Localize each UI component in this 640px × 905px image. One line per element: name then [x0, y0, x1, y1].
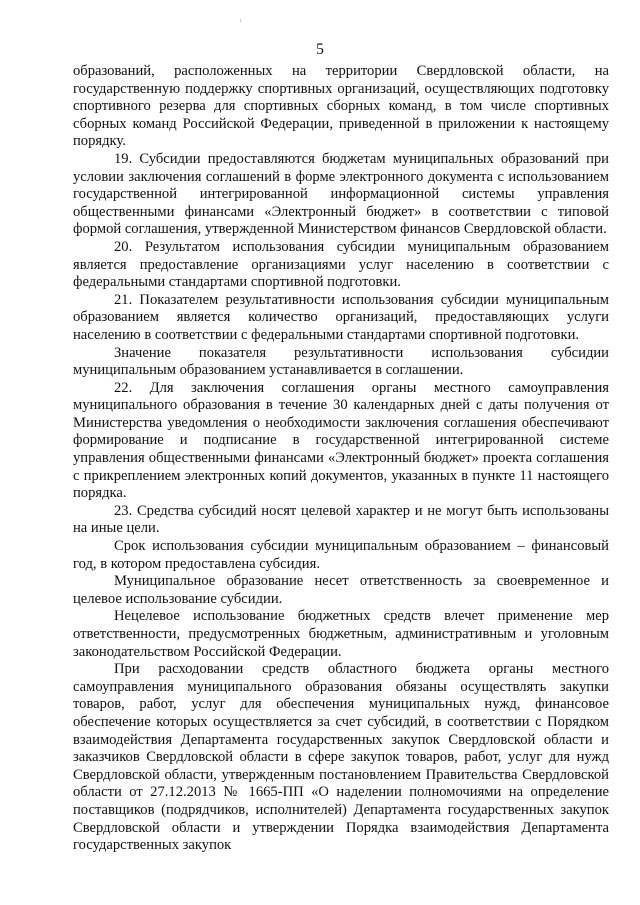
- document-body: [73, 63, 609, 855]
- paragraph-responsibility: Муниципальное образование несет ответственность за своевременное и целевое использование субсидии.: [73, 573, 609, 607]
- paragraph-usage-period: Срок использования субсидии муниципальным образованием – финансовый год, в котором предоставлена субсидия.: [73, 538, 609, 572]
- paragraph-item-21: 21. Показателем результативности использования субсидии муниципальным образованием является количество организаций, предоставляющих услуги населению в соответствии с федеральными стандартами спортивной подготовки.: [73, 291, 609, 343]
- paragraph-continuation: образований, расположенных на территории Свердловской области, на государственную поддержку спортивных организаций, осуществляющих подготовку спортивного резерва для спортивных сборных команд, в том числе спортивных сборных команд Российской Федерации, приведенной в приложении к настоящему порядку.: [73, 63, 609, 150]
- paragraph-item-19: 19. Субсидии предоставляются бюджетам муниципальных образований при условии заключения соглашений в форме электронного документа с использованием государственной интегрированной информационной системы управления общественными финансами «Электронный бюджет» в соответствии с типовой формой соглашения, утвержденной Министерством финансов Свердловской области.: [73, 150, 609, 238]
- paragraph-procurement: При расходовании средств областного бюджета органы местного самоуправления муниципального образования обязаны осуществлять закупки товаров, работ, услуг для обеспечения муниципальных нужд, финансовое обеспечение которых осуществляется за счет субсидий, в соответствии с Порядком взаимодействия Департамента государственных закупок Свердловской области и заказчиков Свердловской области в сфере закупок товаров, работ, услуг для нужд Свердловской области, утвержденным постановлением Правительства Свердловской области от 27.12.2013 № 1665-ПП «О наделении полномочиями на определение поставщиков (подрядчиков, исполнителей) Департамента государственных закупок Свердловской области и утверждении Порядка взаимодействия Департамента государственных закупок: [73, 661, 609, 854]
- scan-mark: [240, 19, 241, 22]
- paragraph-item-22: 22. Для заключения соглашения органы местного самоуправления муниципального образования в течение 30 календарных дней с даты получения от Министерства уведомления о необходимости заключения соглашения обеспечивают формирование и подписание в государственной интегрированной системе управления общественными финансами «Электронный бюджет» проекта соглашения с прикреплением электронных копий документов, указанных в пункте 11 настоящего порядка.: [73, 379, 609, 502]
- paragraph-item-23: 23. Средства субсидий носят целевой характер и не могут быть использованы на иные цели.: [73, 502, 609, 537]
- paragraph-indicator-value: Значение показателя результативности использования субсидии муниципальным образованием устанавливается в соглашении.: [73, 344, 609, 379]
- page-number: 5: [316, 41, 324, 58]
- paragraph-misuse: Нецелевое использование бюджетных средств влечет применение мер ответственности, предусмотренных бюджетным, административным и уголовным законодательством Российской Федерации.: [73, 608, 609, 660]
- paragraph-item-20: 20. Результатом использования субсидии муниципальным образованием является предоставление организациями услуг населению в соответствии с федеральными стандартами спортивной подготовки.: [73, 238, 609, 291]
